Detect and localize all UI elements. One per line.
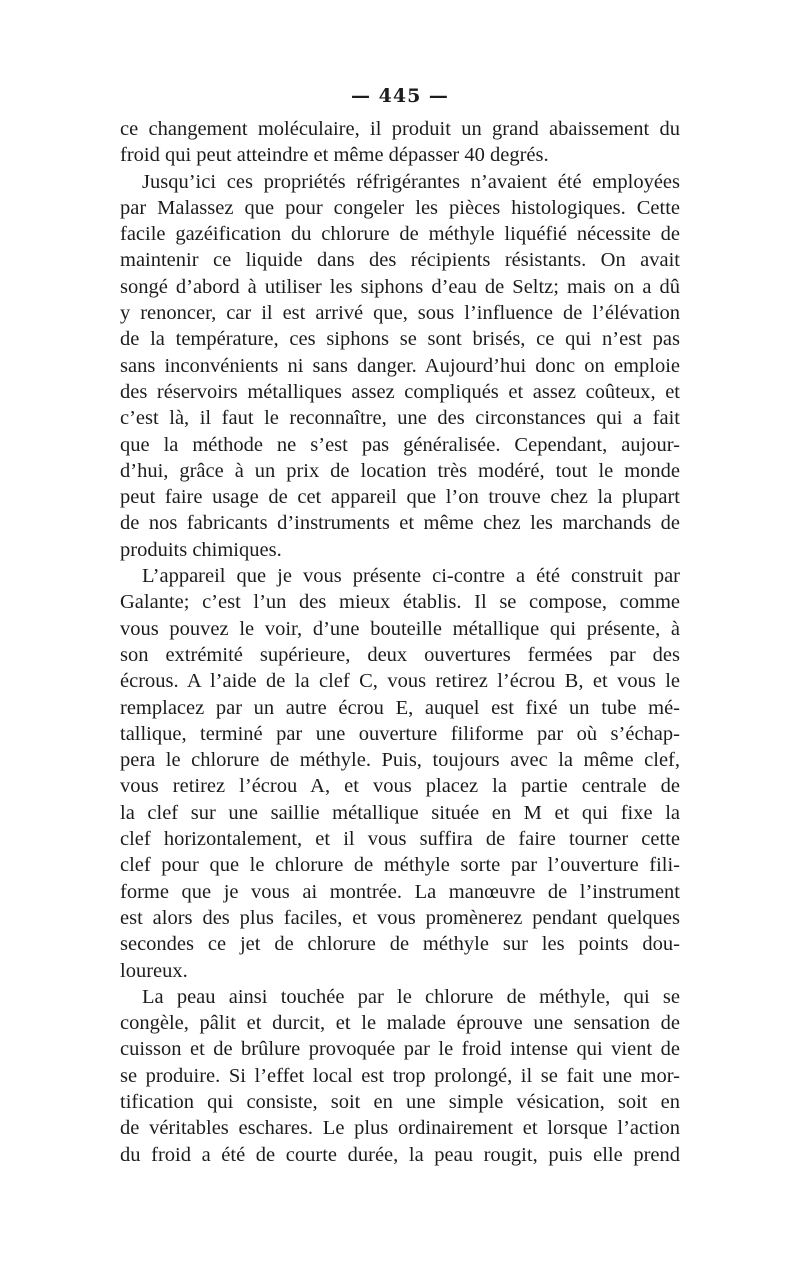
text-line: d’hui, grâce à un prix de location très modéré, tout le monde: [120, 459, 680, 482]
text-line: loureux.: [120, 959, 188, 982]
page-number: — 445 —: [351, 85, 449, 107]
text-line: sans inconvénients ni sans danger. Aujourd’hui donc on emploie: [120, 354, 680, 377]
text-line: de la température, ces siphons se sont brisés, ce qui n’est pas: [120, 328, 680, 351]
text-line: tallique, terminé par une ouverture filiforme par où s’échap-: [120, 722, 680, 745]
text-line: clef pour que le chlorure de méthyle sorte par l’ouverture fili-: [120, 854, 680, 877]
text-line: congèle, pâlit et durcit, et le malade éprouve une sensation de: [120, 1012, 680, 1035]
text-line: que la méthode ne s’est pas généralisée. Cependant, aujour-: [120, 433, 680, 456]
book-page: [120, 84, 680, 1168]
text-line: de véritables eschares. Le plus ordinairement et lorsque l’action: [120, 1117, 680, 1140]
text-line: songé d’abord à utiliser les siphons d’eau de Seltz; mais on a dû: [120, 275, 680, 298]
text-line: forme que je vous ai montrée. La manœuvre de l’instrument: [120, 880, 680, 903]
text-line: cuisson et de brûlure provoquée par le froid intense qui vient de: [120, 1038, 680, 1061]
text-line: la clef sur une saillie métallique située en M et qui fixe la: [120, 801, 680, 824]
text-line: écrous. A l’aide de la clef C, vous retirez l’écrou B, et vous le: [120, 670, 680, 693]
text-line: froid qui peut atteindre et même dépasser 40 degrés.: [120, 144, 549, 167]
text-line: de nos fabricants d’instruments et même chez les marchands de: [120, 512, 680, 535]
text-line: produits chimiques.: [120, 538, 282, 561]
text-line: tification qui consiste, soit en une simple vésication, soit en: [120, 1090, 680, 1113]
text-line: La peau ainsi touchée par le chlorure de méthyle, qui se: [142, 985, 680, 1008]
text-line: peut faire usage de cet appareil que l’on trouve chez la plupart: [120, 486, 680, 509]
text-line: vous pouvez le voir, d’une bouteille métallique qui présente, à: [120, 617, 680, 640]
text-line: son extrémité supérieure, deux ouvertures fermées par des: [120, 643, 680, 666]
text-line: des réservoirs métalliques assez compliqués et assez coûteux, et: [120, 380, 680, 403]
text-line: Jusqu’ici ces propriétés réfrigérantes n’avaient été employées: [142, 170, 680, 193]
text-line: est alors des plus faciles, et vous promènerez pendant quelques: [120, 906, 680, 929]
text-line: du froid a été de courte durée, la peau rougit, puis elle prend: [120, 1143, 680, 1166]
text-line: y renoncer, car il est arrivé que, sous l’influence de l’élévation: [120, 302, 680, 325]
text-line: ce changement moléculaire, il produit un grand abaissement du: [120, 118, 680, 140]
text-line: se produire. Si l’effet local est trop prolongé, il se fait une mor-: [120, 1064, 680, 1087]
text-line: par Malassez que pour congeler les pièces histologiques. Cette: [120, 196, 680, 219]
text-line: c’est là, il faut le reconnaître, une des circonstances qui a fait: [120, 407, 680, 430]
text-line: pera le chlorure de méthyle. Puis, toujours avec la même clef,: [120, 749, 680, 772]
text-body: [120, 116, 680, 1168]
text-line: clef horizontalement, et il vous suffira de faire tourner cette: [120, 828, 680, 851]
text-line: facile gazéification du chlorure de méthyle liquéfié nécessite de: [120, 223, 680, 246]
text-line: maintenir ce liquide dans des récipients résistants. On avait: [120, 249, 680, 272]
text-line: remplacez par un autre écrou E, auquel est fixé un tube mé-: [120, 696, 680, 719]
text-line: vous retirez l’écrou A, et vous placez la partie centrale de: [120, 775, 680, 798]
text-line: L’appareil que je vous présente ci-contre a été construit par: [142, 565, 680, 588]
text-line: secondes ce jet de chlorure de méthyle sur les points dou-: [120, 933, 680, 956]
text-line: Galante; c’est l’un des mieux établis. Il se compose, comme: [120, 591, 680, 614]
